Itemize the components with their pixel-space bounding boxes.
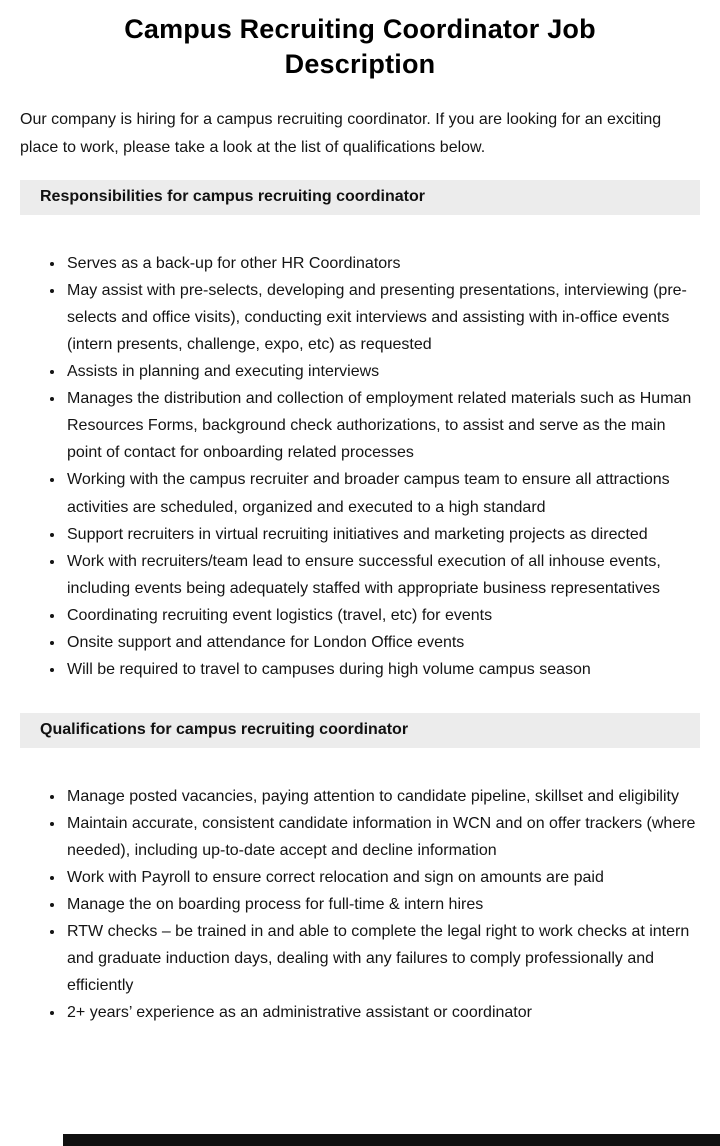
list-item: • RTW checks – be trained in and able to complete the legal right to work checks at intern and graduate induction days, dealing with any failures to comply professionally and efficiently [65, 918, 700, 999]
list-item: • Onsite support and attendance for London Office events [65, 629, 700, 656]
list-item: • Manages the distribution and collection of employment related materials such as Human Resources Forms, background check authorizations, to assist and serve as the main point of contact for onboarding related processes [65, 385, 700, 466]
list-item: • Work with Payroll to ensure correct relocation and sign on amounts are paid [65, 864, 700, 891]
list-item: • Work with recruiters/team lead to ensure successful execution of all inhouse events, including events being adequately staffed with appropriate business representatives [65, 548, 700, 602]
page-title: Campus Recruiting Coordinator Job Description [124, 14, 596, 80]
list-item: • Serves as a back-up for other HR Coordinators [65, 250, 700, 277]
list-item: • Maintain accurate, consistent candidate information in WCN and on offer trackers (where needed), including up-to-date accept and decline information [65, 810, 700, 864]
section-heading-qualifications: Qualifications for campus recruiting coordinator [20, 713, 700, 748]
section-heading-responsibilities: Responsibilities for campus recruiting coordinator [20, 180, 700, 215]
list-item: • Assists in planning and executing interviews [65, 358, 700, 385]
intro-paragraph: Our company is hiring for a campus recruiting coordinator. If you are looking for an exciting place to work, please take a look at the list of qualifications below. [20, 111, 662, 156]
list-item: • Coordinating recruiting event logistics (travel, etc) for events [65, 602, 700, 629]
list-item: • Working with the campus recruiter and broader campus team to ensure all attractions activities are scheduled, organized and executed to a high standard [65, 466, 700, 520]
partial-dark-bar [63, 1134, 720, 1146]
section-qualifications [20, 713, 700, 1026]
section-responsibilities [20, 180, 700, 683]
qualifications-list [20, 763, 700, 1026]
list-item: • May assist with pre-selects, developing and presenting presentations, interviewing (pre-selects and office visits), conducting exit interviews and assisting with in-office events (intern presents, challenge, expo, etc) as requested [65, 277, 700, 358]
list-item: • Manage posted vacancies, paying attention to candidate pipeline, skillset and eligibility [65, 783, 700, 810]
list-item: • Manage the on boarding process for full-time & intern hires [65, 891, 700, 918]
list-item: • Support recruiters in virtual recruiting initiatives and marketing projects as directed [65, 521, 700, 548]
list-item: • Will be required to travel to campuses during high volume campus season [65, 656, 700, 683]
list-item: • 2+ years’ experience as an administrative assistant or coordinator [65, 999, 700, 1026]
responsibilities-list [20, 230, 700, 683]
